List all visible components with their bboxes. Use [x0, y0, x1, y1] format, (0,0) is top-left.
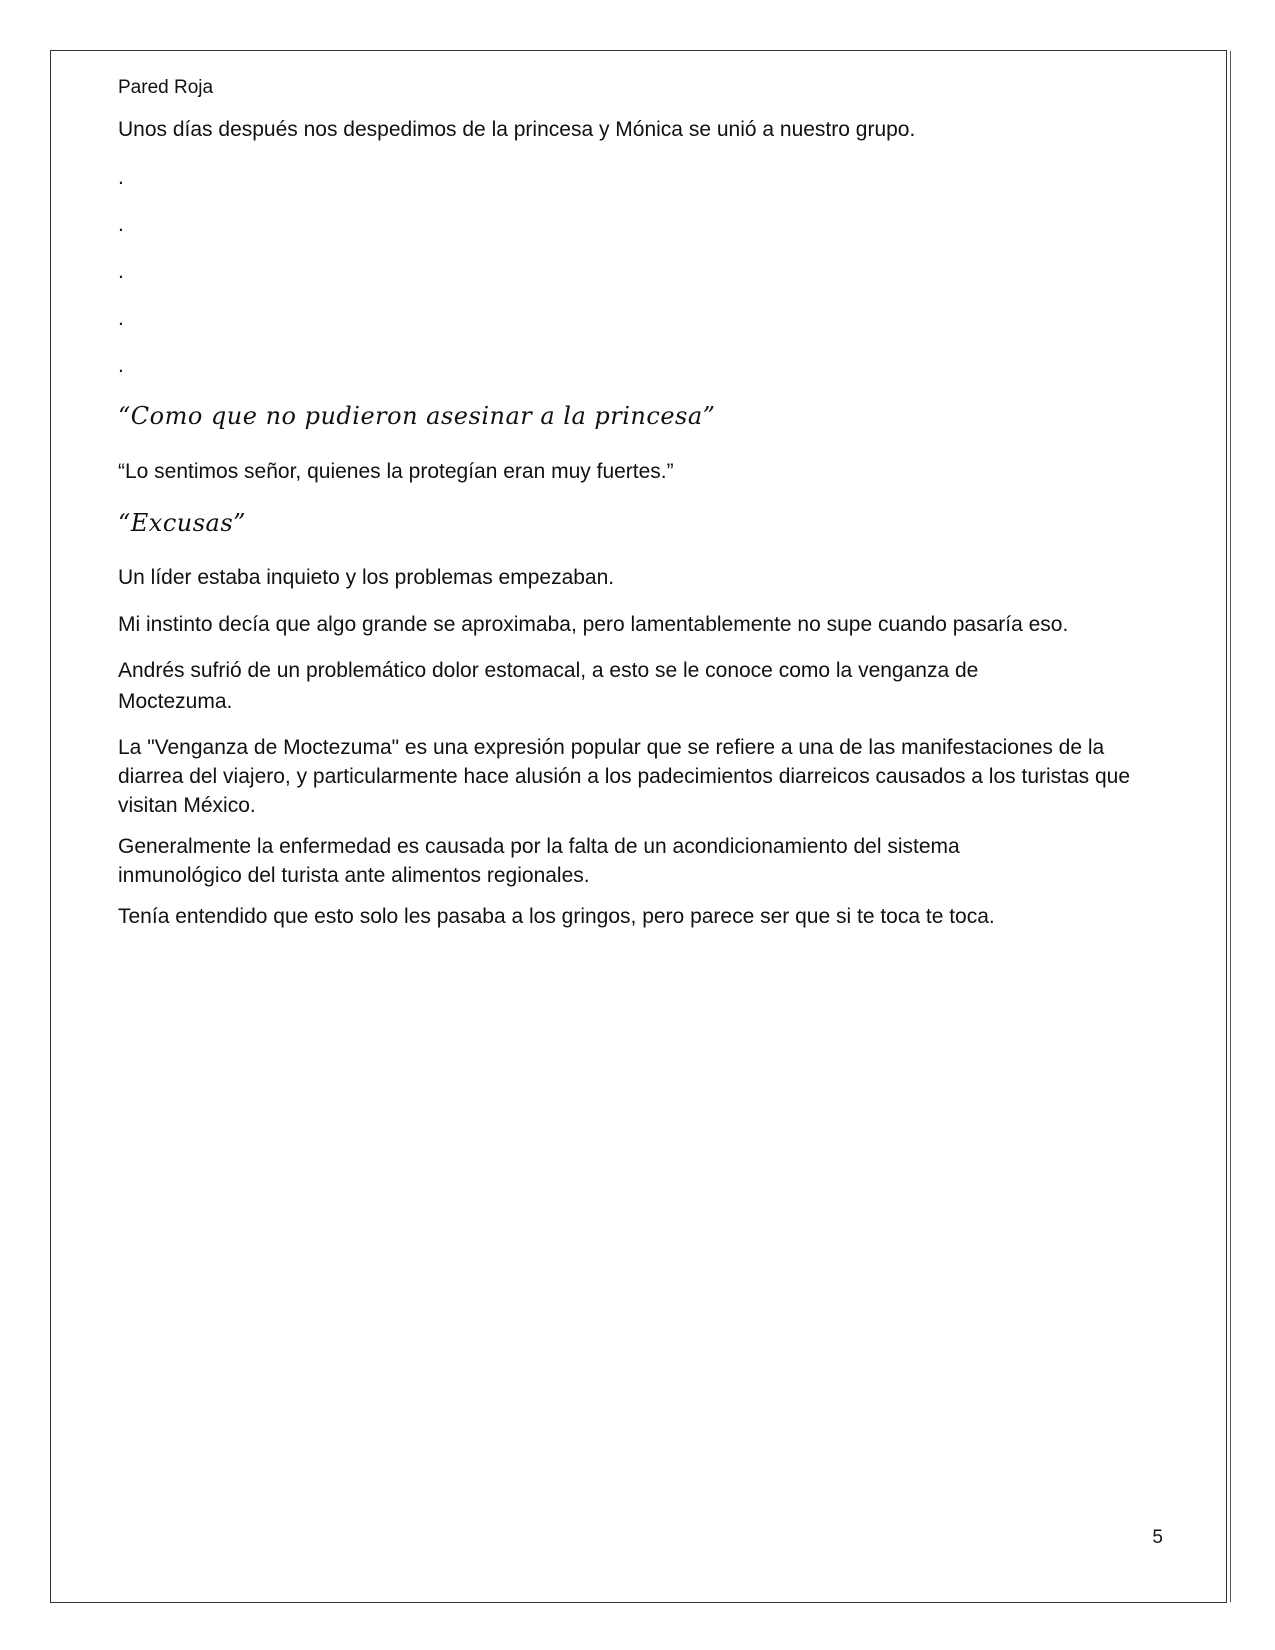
paragraph-5: Andrés sufrió de un problemático dolor estomacal, a esto se le conoce como la venganza de Moctezuma. [118, 659, 979, 713]
dialogue-script-2: “Excusas” [118, 509, 246, 537]
ellipsis-dot-4: . [118, 307, 124, 330]
page-border [50, 50, 1227, 1603]
ellipsis-dot-5: . [118, 354, 124, 377]
ellipsis-dot-1: . [118, 166, 124, 189]
page-number: 5 [1152, 1527, 1163, 1548]
running-header: Pared Roja [118, 77, 214, 98]
dialogue-script-1: “Como que no pudieron asesinar a la princesa” [118, 402, 716, 430]
ellipsis-dot-3: . [118, 260, 124, 283]
paragraph-8: Tenía entendido que esto solo les pasaba a los gringos, pero parece ser que si te toca te toca. [118, 905, 995, 928]
ellipsis-dot-2: . [118, 213, 124, 236]
paragraph-1: Unos días después nos despedimos de la princesa y Mónica se unió a nuestro grupo. [118, 118, 916, 141]
paragraph-7: Generalmente la enfermedad es causada por la falta de un acondicionamiento del sistema inmunológico del turista ante alimentos regionales. [118, 835, 960, 887]
paragraph-6: La "Venganza de Moctezuma" es una expresión popular que se refiere a una de las manifestaciones de la diarrea del viajero, y particularmente hace alusión a los padecimientos diarreicos causados a los turistas que visitan México. [118, 736, 1131, 817]
paragraph-4: Mi instinto decía que algo grande se aproximaba, pero lamentablemente no supe cuando pasaría eso. [118, 613, 1069, 636]
paragraph-3: Un líder estaba inquieto y los problemas empezaban. [118, 566, 615, 589]
paragraph-2: “Lo sentimos señor, quienes la protegían eran muy fuertes.” [118, 460, 674, 483]
